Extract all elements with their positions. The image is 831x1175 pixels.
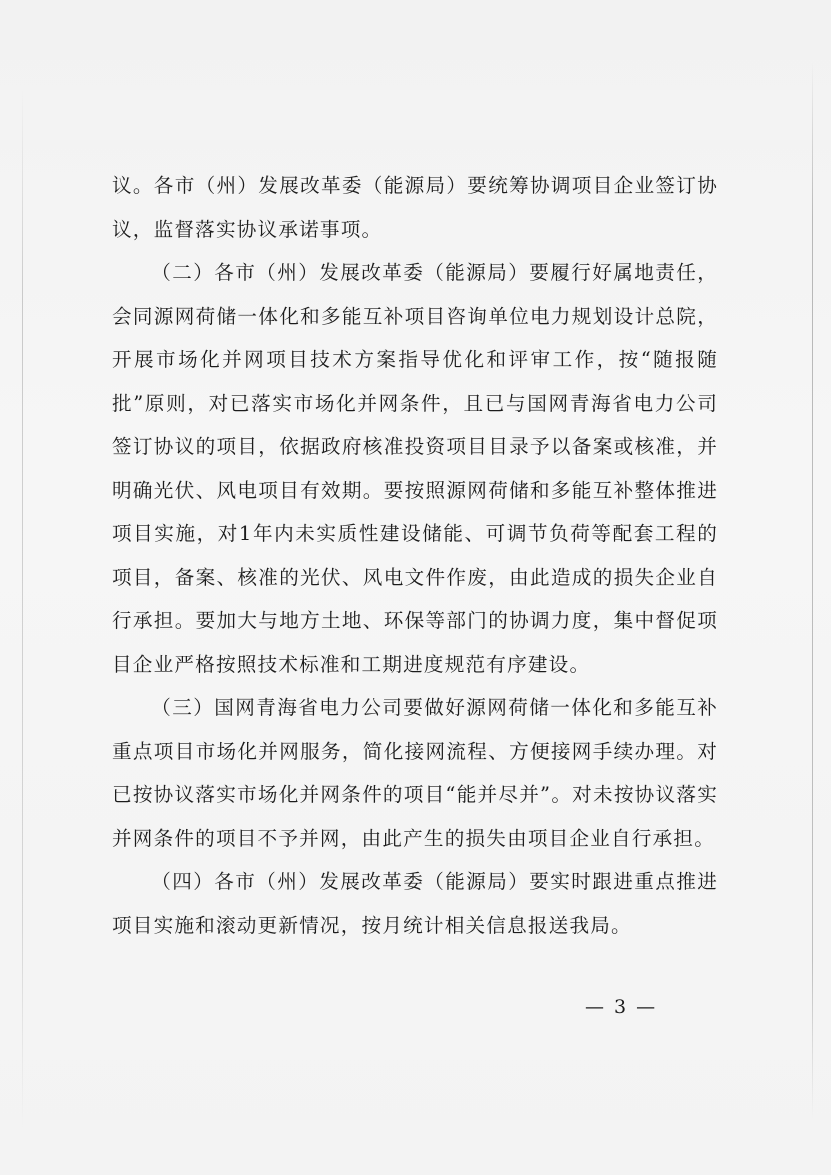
scan-edge-left <box>22 90 23 1130</box>
paragraph-item-3: （三）国网青海省电力公司要做好源网荷储一体化和多能互补重点项目市场化并网服务，简化接网流程、方便接网手续办理。对已按协议落实市场化并网条件的项目“能并尽并”。对未按协议落实并网条件的项目不予并网，由此产生的损失由项目企业自行承担。 <box>112 696 718 850</box>
paragraph-item-4: （四）各市（州）发展改革委（能源局）要实时跟进重点推进项目实施和滚动更新情况，按月统计相关信息报送我局。 <box>112 870 718 937</box>
paragraph-item-2: （二）各市（州）发展改革委（能源局）要履行好属地责任，会同源网荷储一体化和多能互补项目咨询单位电力规划设计总院，开展市场化并网项目技术方案指导优化和评审工作，按“随报随批”原则，对已落实市场化并网条件，且已与国网青海省电力公司签订协议的项目，依据政府核准投资项目目录予以备案或核准，并明确光伏、风电项目有效期。要按照源网荷储和多能互补整体推进项目实施，对1年内未实质性建设储能、可调节负荷等配套工程的项目，备案、核准的光伏、风电文件作废，由此造成的损失企业自行承担。要加大与地方土地、环保等部门的协调力度，集中督促项目企业严格按照技术标准和工期进度规范有序建设。 <box>112 261 718 676</box>
page-number: — 3 — <box>585 996 658 1018</box>
scan-edge-right <box>812 60 813 1120</box>
document-body <box>112 164 718 947</box>
paragraph-continuation: 议。各市（州）发展改革委（能源局）要统筹协调项目企业签订协议，监督落实协议承诺事项。 <box>112 174 718 241</box>
